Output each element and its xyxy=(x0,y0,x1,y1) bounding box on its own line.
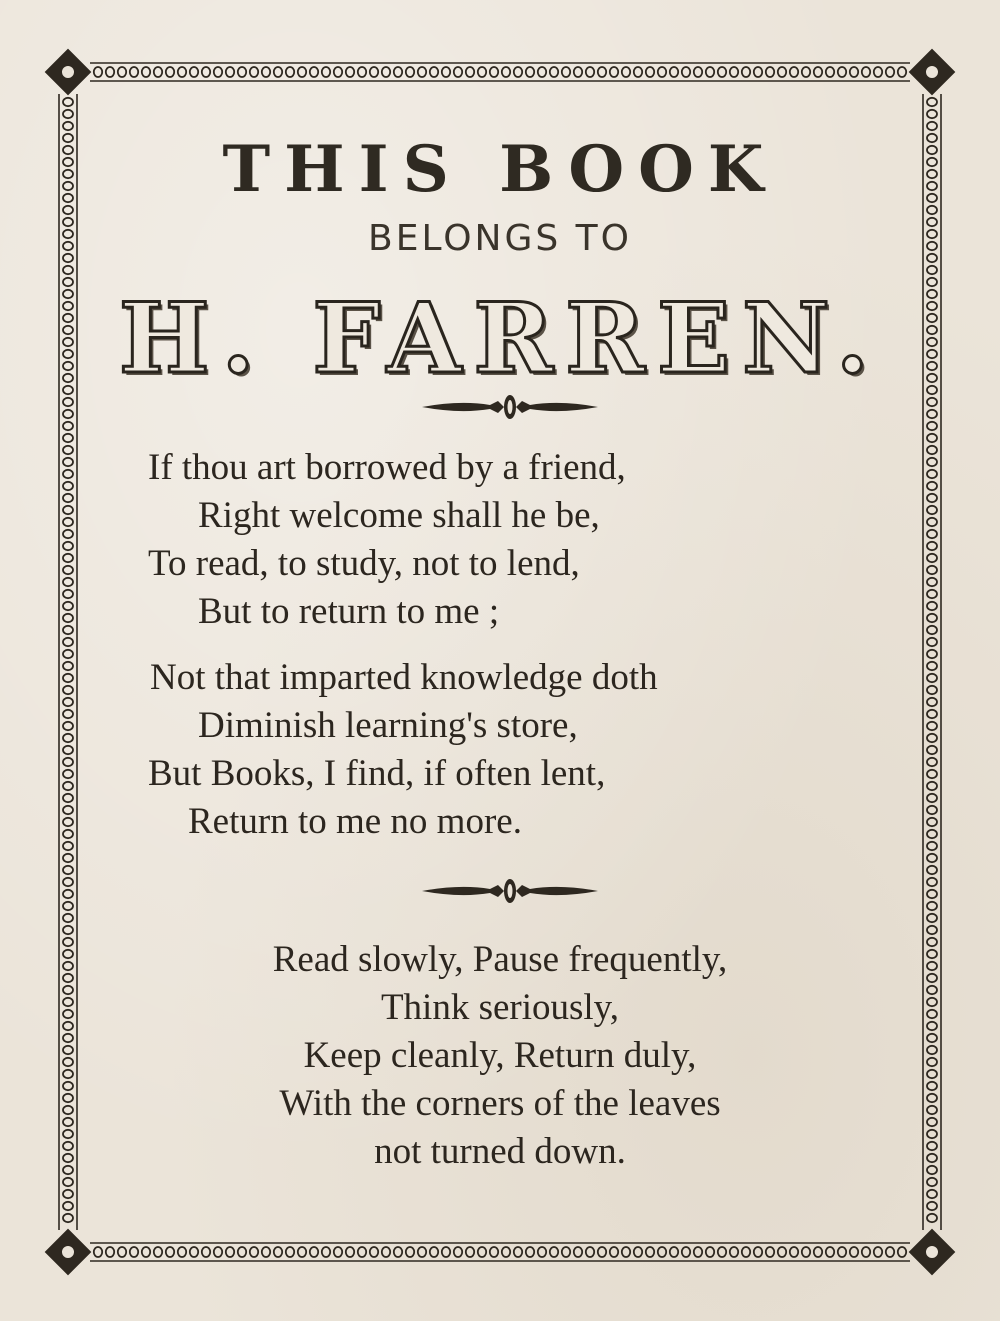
border-bead xyxy=(394,1247,402,1257)
border-bead xyxy=(63,878,73,886)
border-bead xyxy=(63,758,73,766)
border-bead xyxy=(63,590,73,598)
verse-line: If thou art borrowed by a friend, xyxy=(148,447,626,488)
owner-name: H. FARREN. xyxy=(118,282,882,395)
border-bead xyxy=(63,650,73,658)
border-bead xyxy=(63,398,73,406)
border-bead xyxy=(742,1247,750,1257)
border-bead xyxy=(63,122,73,130)
border-bead xyxy=(322,67,330,77)
border-bead xyxy=(502,67,510,77)
border-bead xyxy=(718,67,726,77)
border-bead xyxy=(927,722,937,730)
border-bead xyxy=(63,842,73,850)
border-bead xyxy=(63,422,73,430)
border-bead xyxy=(190,67,198,77)
border-bead xyxy=(514,1247,522,1257)
border-bead xyxy=(927,1202,937,1210)
border-bead xyxy=(382,1247,390,1257)
border-bead xyxy=(514,67,522,77)
border-bead xyxy=(927,902,937,910)
border-bead xyxy=(927,734,937,742)
border-bead xyxy=(478,67,486,77)
border-bead xyxy=(63,566,73,574)
border-bead xyxy=(63,866,73,874)
border-bead xyxy=(790,67,798,77)
border-bead xyxy=(682,1247,690,1257)
border-bead xyxy=(927,206,937,214)
border-bead xyxy=(63,470,73,478)
border-bead xyxy=(927,422,937,430)
border-bead xyxy=(346,67,354,77)
border-bead xyxy=(166,1247,174,1257)
corner-ornament-center xyxy=(61,65,75,79)
border-bead xyxy=(927,266,937,274)
border-bead xyxy=(927,794,937,802)
border-bead xyxy=(538,1247,546,1257)
border-bead xyxy=(346,1247,354,1257)
border-bead xyxy=(63,626,73,634)
border-bead xyxy=(927,1214,937,1222)
border-bead xyxy=(310,67,318,77)
border-bead xyxy=(63,662,73,670)
border-bead xyxy=(298,67,306,77)
border-bead xyxy=(454,1247,462,1257)
border-bead xyxy=(526,1247,534,1257)
border-bead xyxy=(63,554,73,562)
border-bead xyxy=(766,67,774,77)
border-bead xyxy=(927,746,937,754)
border-bead xyxy=(130,1247,138,1257)
border-bead xyxy=(927,542,937,550)
border-bead xyxy=(574,1247,582,1257)
border-bead xyxy=(802,67,810,77)
border-bead xyxy=(118,1247,126,1257)
border-bead xyxy=(838,1247,846,1257)
border-bead xyxy=(63,746,73,754)
border-bead xyxy=(927,866,937,874)
border-bead xyxy=(634,1247,642,1257)
corner-ornament-center xyxy=(925,65,939,79)
border-bead xyxy=(898,1247,906,1257)
border-bead xyxy=(927,566,937,574)
border-bead xyxy=(927,530,937,538)
border-bead xyxy=(927,554,937,562)
border-bead xyxy=(63,818,73,826)
border-bead xyxy=(927,398,937,406)
border-bead xyxy=(154,67,162,77)
flourish-divider-top xyxy=(420,392,600,422)
verse-line: Right welcome shall he be, xyxy=(198,495,600,536)
border-bead xyxy=(927,626,937,634)
border-bead xyxy=(502,1247,510,1257)
border-bead xyxy=(63,1178,73,1186)
border-bead xyxy=(850,1247,858,1257)
border-bead xyxy=(706,67,714,77)
border-bead xyxy=(790,1247,798,1257)
border-bead xyxy=(334,67,342,77)
border-bead xyxy=(274,67,282,77)
border-bead xyxy=(286,67,294,77)
verse-line: But to return to me ; xyxy=(198,591,500,632)
border-bead xyxy=(63,638,73,646)
border-bead xyxy=(927,590,937,598)
motto-line: not turned down. xyxy=(374,1131,626,1172)
border-bead xyxy=(927,410,937,418)
border-bead xyxy=(490,67,498,77)
border-bead xyxy=(927,674,937,682)
border-bead xyxy=(63,458,73,466)
border-bead xyxy=(670,67,678,77)
verse-line: To read, to study, not to lend, xyxy=(148,543,580,584)
border-bead xyxy=(442,1247,450,1257)
border-bead xyxy=(658,67,666,77)
border-bead xyxy=(927,470,937,478)
border-bead xyxy=(298,1247,306,1257)
border-bead xyxy=(63,854,73,862)
border-bead xyxy=(927,650,937,658)
motto-line: Keep cleanly, Return duly, xyxy=(303,1035,697,1076)
border-bead xyxy=(574,67,582,77)
motto-line: Read slowly, Pause frequently, xyxy=(272,939,728,980)
border-bead xyxy=(610,67,618,77)
border-bead xyxy=(94,1247,102,1257)
border-bead xyxy=(394,67,402,77)
border-bead xyxy=(63,266,73,274)
border-bead xyxy=(886,67,894,77)
border-bead xyxy=(63,806,73,814)
border-bead xyxy=(442,67,450,77)
border-bead xyxy=(63,674,73,682)
border-bead xyxy=(670,1247,678,1257)
border-bead xyxy=(586,67,594,77)
border-bead xyxy=(886,1247,894,1257)
border-bead xyxy=(63,434,73,442)
border-bead xyxy=(814,1247,822,1257)
border-bead xyxy=(927,446,937,454)
border-bead xyxy=(927,854,937,862)
motto-line: With the corners of the leaves xyxy=(279,1083,721,1124)
border-bead xyxy=(927,914,937,922)
border-bead xyxy=(130,67,138,77)
border-bead xyxy=(214,1247,222,1257)
border-bead xyxy=(927,638,937,646)
border-bead xyxy=(63,518,73,526)
border-bead xyxy=(63,710,73,718)
title-this-book: THIS BOOK xyxy=(222,132,778,207)
border-bead xyxy=(358,1247,366,1257)
border-bead xyxy=(826,67,834,77)
border-bead xyxy=(63,542,73,550)
border-bead xyxy=(358,67,366,77)
border-bead xyxy=(63,734,73,742)
border-bead xyxy=(622,67,630,77)
border-bead xyxy=(927,602,937,610)
border-bead xyxy=(927,482,937,490)
border-bead xyxy=(63,602,73,610)
border-bead xyxy=(550,67,558,77)
border-bead xyxy=(874,67,882,77)
border-bead xyxy=(466,67,474,77)
border-bead xyxy=(646,1247,654,1257)
border-bead xyxy=(610,1247,618,1257)
border-bead xyxy=(63,614,73,622)
border-bead xyxy=(382,67,390,77)
border-bead xyxy=(778,67,786,77)
border-bead xyxy=(63,494,73,502)
border-bead xyxy=(927,890,937,898)
verse-line: Return to me no more. xyxy=(188,801,522,842)
border-bead xyxy=(898,67,906,77)
border-bead xyxy=(814,67,822,77)
border-bead xyxy=(466,1247,474,1257)
border-bead xyxy=(406,67,414,77)
border-bead xyxy=(406,1247,414,1257)
border-bead xyxy=(63,506,73,514)
border-bead xyxy=(927,686,937,694)
border-bead xyxy=(550,1247,558,1257)
border-bead xyxy=(154,1247,162,1257)
border-bead xyxy=(63,722,73,730)
border-bead xyxy=(927,506,937,514)
border-bead xyxy=(598,1247,606,1257)
border-bead xyxy=(730,1247,738,1257)
border-bead xyxy=(927,494,937,502)
border-bead xyxy=(778,1247,786,1257)
border-bead xyxy=(430,1247,438,1257)
border-bead xyxy=(586,1247,594,1257)
motto-line: Think seriously, xyxy=(380,987,620,1028)
border-bead xyxy=(927,830,937,838)
border-bead xyxy=(226,67,234,77)
border-bead xyxy=(310,1247,318,1257)
border-bead xyxy=(238,67,246,77)
border-bead xyxy=(63,578,73,586)
border-bead xyxy=(262,67,270,77)
border-bead xyxy=(226,1247,234,1257)
border-bead xyxy=(454,67,462,77)
border-bead xyxy=(927,782,937,790)
border-bead xyxy=(862,67,870,77)
border-bead xyxy=(927,710,937,718)
border-bead xyxy=(94,67,102,77)
border-bead xyxy=(927,758,937,766)
border-bead xyxy=(927,770,937,778)
border-bead xyxy=(142,67,150,77)
border-bead xyxy=(538,67,546,77)
border-bead xyxy=(63,98,73,106)
border-bead xyxy=(178,67,186,77)
border-bead xyxy=(63,206,73,214)
border-bead xyxy=(927,662,937,670)
border-bead xyxy=(250,1247,258,1257)
border-bead xyxy=(190,1247,198,1257)
border-bead xyxy=(63,1214,73,1222)
border-bead xyxy=(658,1247,666,1257)
border-bead xyxy=(63,698,73,706)
border-bead xyxy=(927,1178,937,1186)
border-bead xyxy=(106,67,114,77)
border-bead xyxy=(754,67,762,77)
border-bead xyxy=(706,1247,714,1257)
border-bead xyxy=(927,98,937,106)
border-bead xyxy=(63,410,73,418)
border-bead xyxy=(63,794,73,802)
border-bead xyxy=(214,67,222,77)
border-bead xyxy=(63,110,73,118)
border-bead xyxy=(63,530,73,538)
border-bead xyxy=(334,1247,342,1257)
border-bead xyxy=(927,926,937,934)
border-bead xyxy=(927,818,937,826)
border-bead xyxy=(166,67,174,77)
border-bead xyxy=(927,578,937,586)
border-bead xyxy=(718,1247,726,1257)
verse-line: But Books, I find, if often lent, xyxy=(148,753,606,794)
border-bead xyxy=(418,67,426,77)
border-bead xyxy=(927,518,937,526)
border-bead xyxy=(730,67,738,77)
border-bead xyxy=(370,67,378,77)
border-bead xyxy=(202,1247,210,1257)
border-bead xyxy=(106,1247,114,1257)
border-bead xyxy=(63,770,73,778)
border-bead xyxy=(622,1247,630,1257)
border-bead xyxy=(826,1247,834,1257)
border-bead xyxy=(634,67,642,77)
border-bead xyxy=(927,878,937,886)
border-bead xyxy=(63,914,73,922)
border-bead xyxy=(63,1202,73,1210)
border-bead xyxy=(862,1247,870,1257)
border-bead xyxy=(682,67,690,77)
border-bead xyxy=(478,1247,486,1257)
verse-line: Not that imparted knowledge doth xyxy=(150,657,658,698)
border-bead xyxy=(63,926,73,934)
border-bead xyxy=(927,698,937,706)
border-bead xyxy=(202,67,210,77)
border-bead xyxy=(63,782,73,790)
border-bead xyxy=(927,806,937,814)
border-bead xyxy=(63,1190,73,1198)
border-bead xyxy=(927,1190,937,1198)
border-bead xyxy=(63,830,73,838)
border-bead xyxy=(927,434,937,442)
border-bead xyxy=(562,1247,570,1257)
border-bead xyxy=(250,67,258,77)
border-bead xyxy=(694,67,702,77)
border-bead xyxy=(142,1247,150,1257)
border-bead xyxy=(63,482,73,490)
border-bead xyxy=(178,1247,186,1257)
corner-ornament-center xyxy=(61,1245,75,1259)
border-bead xyxy=(874,1247,882,1257)
border-bead xyxy=(63,890,73,898)
border-bead xyxy=(927,122,937,130)
border-bead xyxy=(850,67,858,77)
border-bead xyxy=(927,458,937,466)
border-bead xyxy=(274,1247,282,1257)
corner-ornament-center xyxy=(925,1245,939,1259)
border-bead xyxy=(927,842,937,850)
border-bead xyxy=(562,67,570,77)
border-bead xyxy=(838,67,846,77)
border-bead xyxy=(490,1247,498,1257)
border-bead xyxy=(322,1247,330,1257)
border-bead xyxy=(418,1247,426,1257)
border-bead xyxy=(526,67,534,77)
border-bead xyxy=(63,902,73,910)
border-bead xyxy=(63,686,73,694)
border-bead xyxy=(742,67,750,77)
border-bead xyxy=(927,614,937,622)
border-bead xyxy=(262,1247,270,1257)
border-bead xyxy=(118,67,126,77)
border-bead xyxy=(238,1247,246,1257)
border-bead xyxy=(430,67,438,77)
border-bead xyxy=(370,1247,378,1257)
border-bead xyxy=(63,446,73,454)
subtitle-belongs-to: BELONGS TO xyxy=(368,218,632,259)
border-bead xyxy=(646,67,654,77)
border-bead xyxy=(754,1247,762,1257)
border-bead xyxy=(802,1247,810,1257)
border-bead xyxy=(694,1247,702,1257)
border-bead xyxy=(598,67,606,77)
border-bead xyxy=(766,1247,774,1257)
border-bead xyxy=(927,110,937,118)
border-bead xyxy=(286,1247,294,1257)
verse-line: Diminish learning's store, xyxy=(198,705,578,746)
flourish-divider-bottom xyxy=(420,876,600,906)
